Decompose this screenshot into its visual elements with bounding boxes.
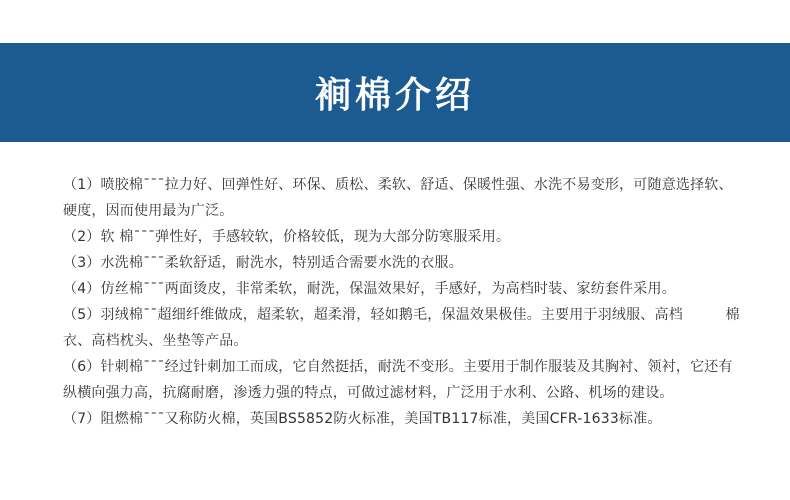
content-body	[63, 172, 743, 432]
section-banner	[0, 43, 790, 142]
paragraph-needle-punched-cotton: （6）针刺棉¯¯¯经过针刺加工而成，它自然挺括，耐洗不变形。主要用于制作服装及其胸衬、领衬，它还有纵横向强力高，抗腐耐磨，渗透力强的特点，可做过滤材料，广泛用于水利、公路、机场的建设。	[63, 359, 733, 401]
banner-title: 裥棉介绍	[314, 75, 475, 116]
paragraph-spray-cotton: （1）喷胶棉¯¯¯拉力好、回弹性好、环保、质松、柔软、舒适、保暖性强、水洗不易变形，可随意选择软、硬度，因而使用最为广泛。	[63, 177, 733, 219]
paragraph-soft-cotton: （2）软 棉¯¯¯弹性好，手感较软，价格较低，现为大部分防寒服采用。	[63, 229, 511, 245]
top-cropped-text	[0, 0, 790, 7]
paragraph-down-cotton: （5）羽绒棉¯¯超细纤维做成，超柔软，超柔滑，轻如鹅毛，保温效果极佳。主要用于羽绒服、高档 棉衣、高档枕头、坐垫等产品。	[63, 307, 740, 349]
paragraph-washed-cotton: （3）水洗棉¯¯¯柔软舒适，耐洗水，特别适合需要水洗的衣服。	[63, 255, 463, 271]
paragraph-silk-like-cotton: （4）仿丝棉¯¯¯两面烫皮，非常柔软，耐洗，保温效果好，手感好，为高档时装、家纺套件采用。	[63, 281, 676, 297]
paragraph-flame-retardant-cotton: （7）阻燃棉¯¯¯又称防火棉，英国BS5852防火标准，美国TB117标准，美国CFR-1633标准。	[63, 411, 662, 427]
